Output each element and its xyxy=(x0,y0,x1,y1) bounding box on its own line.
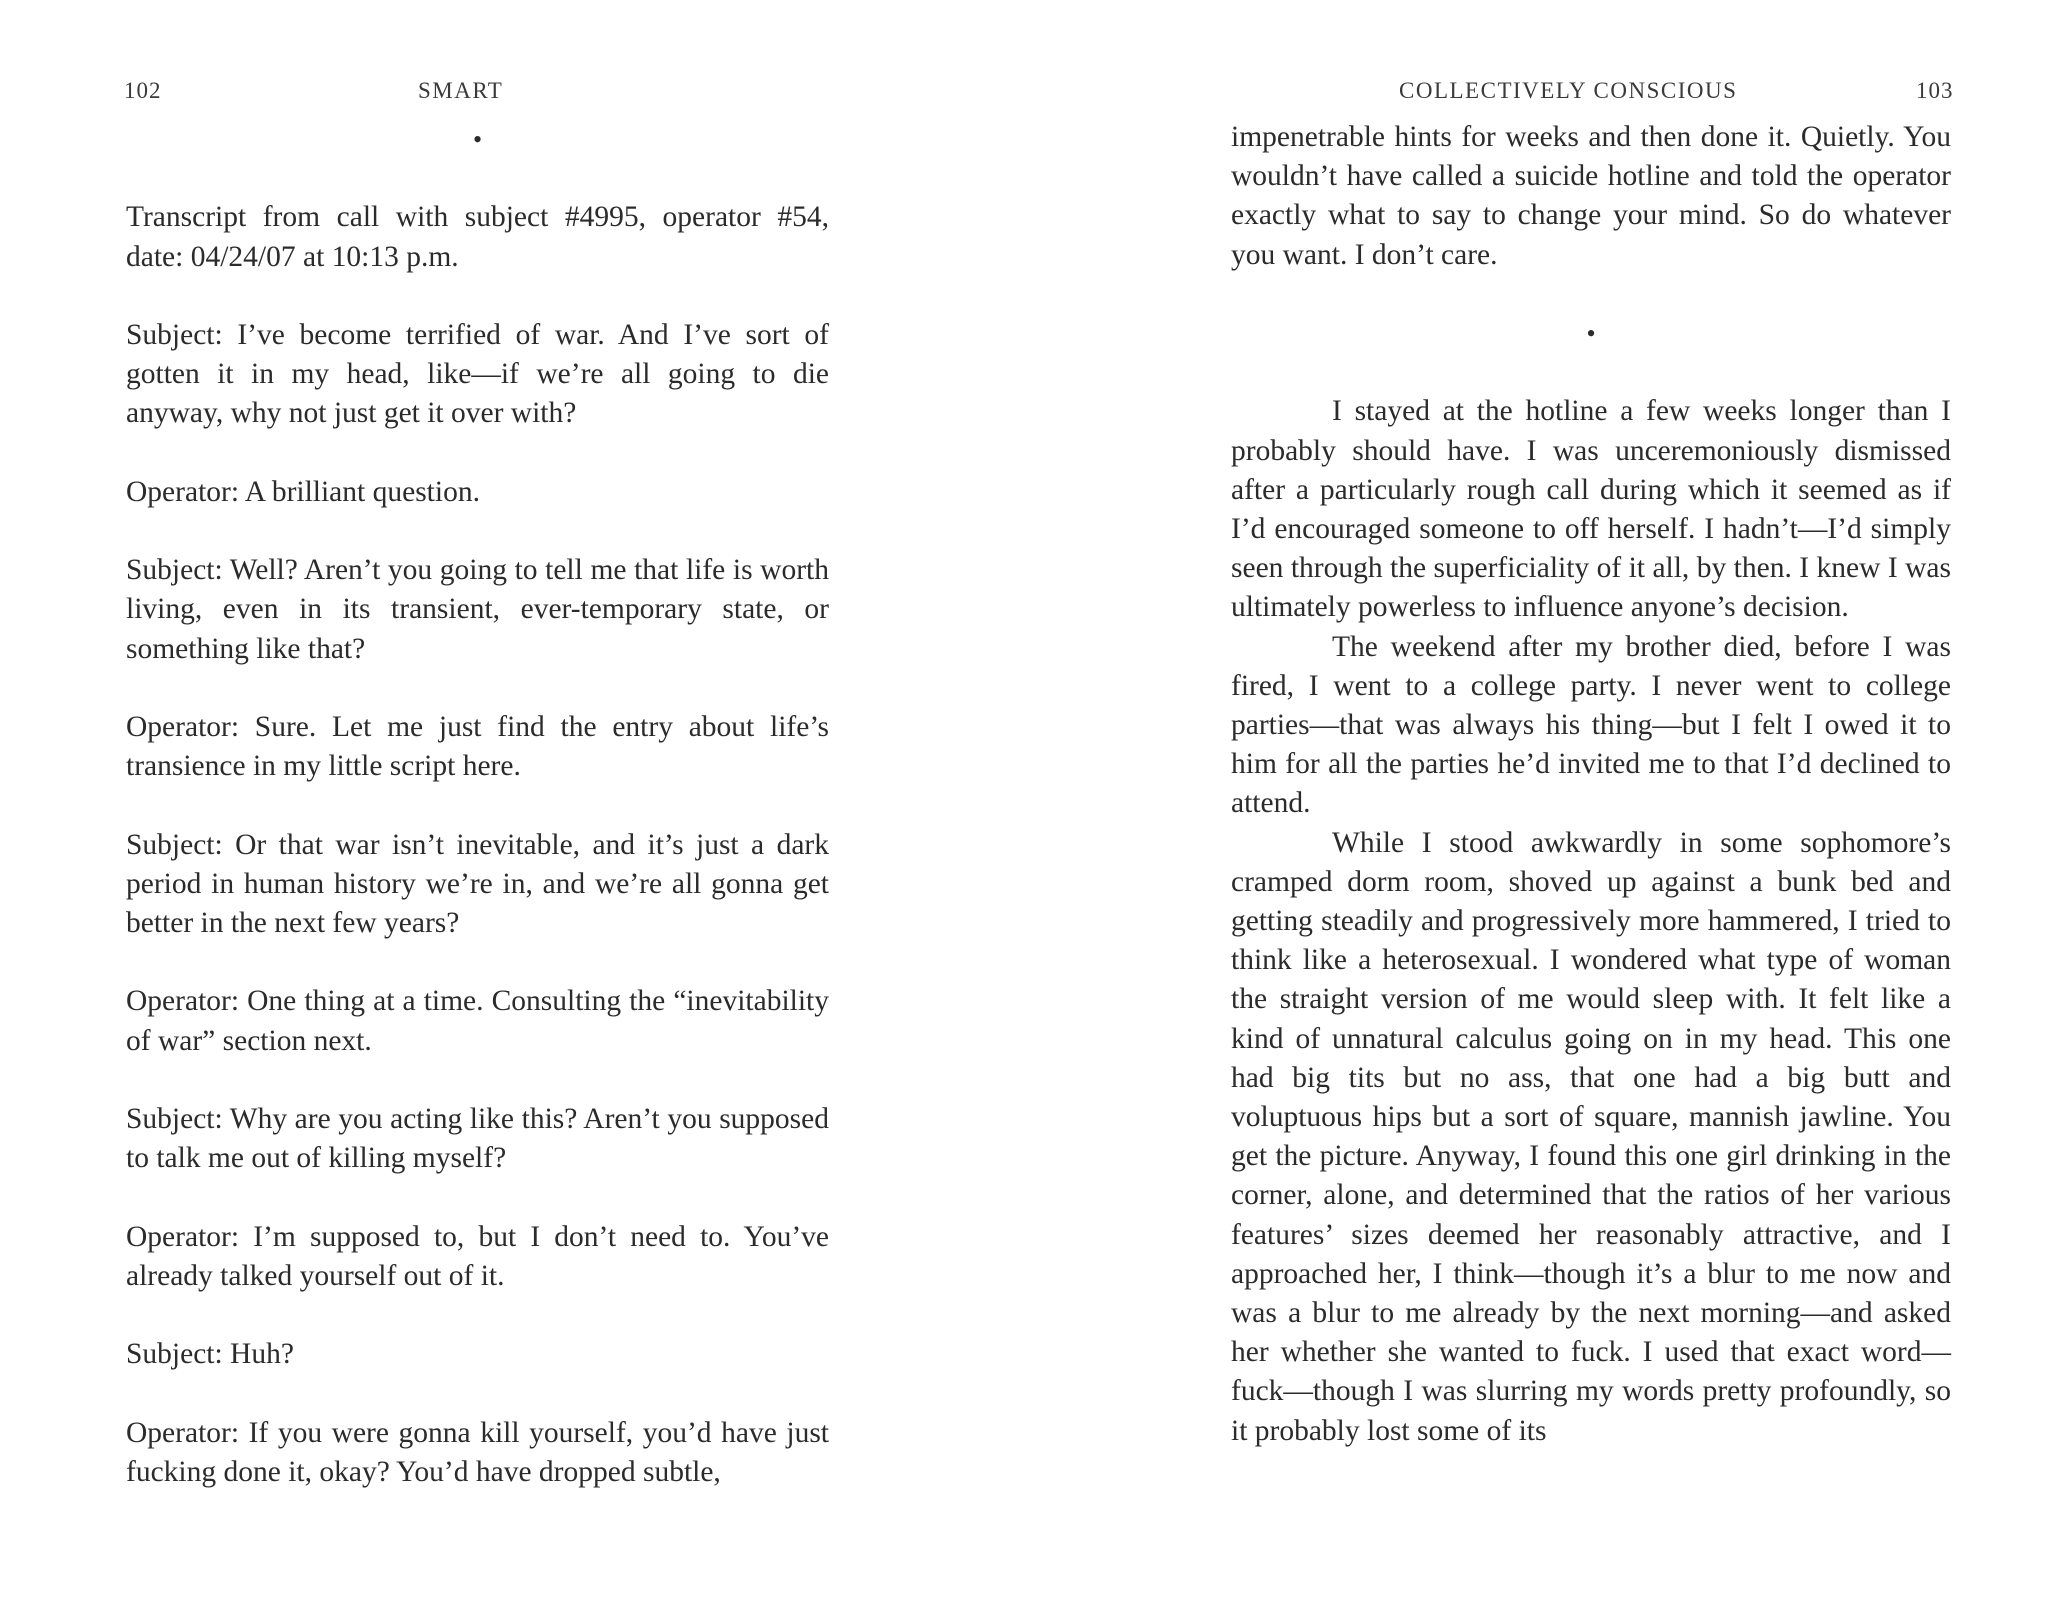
dialog-line: Operator: If you were gonna kill yourself, you’d have just fucking done it, okay? You’d have dropped subtle, xyxy=(126,1416,829,1488)
scene-break: • xyxy=(472,125,483,154)
page-number: 102 xyxy=(124,78,162,103)
running-head: COLLECTIVELY CONSCIOUS xyxy=(1399,78,1738,103)
dialog-line: Operator: A brilliant question. xyxy=(126,475,480,508)
dialog-continuation: impenetrable hints for weeks and then done it. Quietly. You wouldn’t have called a suicide hotline and told the operator exactly what to say to change your mind. So do whatever you want. I don’t care. xyxy=(1231,121,1951,271)
dialog-line: Operator: Sure. Let me just find the entry about life’s transience in my little script here. xyxy=(126,710,829,783)
dialog-line: Operator: I’m supposed to, but I don’t need to. You’ve already talked yourself out of it. xyxy=(126,1220,829,1292)
dialog-line: Subject: I’ve become terrified of war. And I’ve sort of gotten it in my head, like—if we’re all going to die anyway, why not just get it over with? xyxy=(126,318,829,430)
dialog-line: Subject: Huh? xyxy=(126,1338,294,1371)
right-text-block xyxy=(1231,118,1951,1451)
dialog-line: Subject: Why are you acting like this? Aren’t you supposed to talk me out of killing myself? xyxy=(126,1102,829,1175)
body-paragraph: While I stood awkwardly in some sophomore’s cramped dorm room, shoved up against a bunk bed and getting steadily and progressively more hammered, I tried to think like a heterosexual. I wondered what type of woman the straight version of me would sleep with. It felt like a kind of unnatural calculus going on in my head. This one had big tits but no ass, that one had a big butt and voluptuous hips but a sort of square, mannish jawline. You get the picture. Anyway, I found this one girl drinking in the corner, alone, and determined that the ratios of her various features’ sizes deemed her reasonably attractive, and I approached her, I think—though it’s a blur to me now and was a blur to me already by the next morning—and asked her whether she wanted to fuck. I used that exact word—fuck—though I was slurring my words pretty profoundly, so it probably lost some of its xyxy=(1231,826,1951,1447)
left-text-block xyxy=(126,120,829,1492)
page-number: 103 xyxy=(1916,78,1954,103)
body-paragraph: The weekend after my brother died, before I was fired, I went to a college party. I never went to college parties—that was always his thing—but I felt I owed it to him for all the parties he’d invited me to that I’d declined to attend. xyxy=(1231,630,1951,820)
running-head: SMART xyxy=(418,78,504,103)
scene-break: • xyxy=(1586,319,1596,348)
dialog-line: Subject: Well? Aren’t you going to tell me that life is worth living, even in its transient, ever-temporary state, or something like that? xyxy=(126,554,829,665)
body-paragraph: I stayed at the hotline a few weeks longer than I probably should have. I was unceremoniously dismissed after a particularly rough call during which it seemed as if I’d encouraged someone to off herself. I hadn’t—I’d simply seen through the superficiality of it all, by then. I knew I was ultimately powerless to influence anyone’s decision. xyxy=(1231,395,1951,624)
right-page xyxy=(1024,0,2048,1598)
dialog-line: Subject: Or that war isn’t inevitable, and it’s just a dark period in human history we’re in, and we’re all gonna get better in the next few years? xyxy=(126,828,829,939)
dialog-line: Operator: One thing at a time. Consulting the “inevitability of war” section next. xyxy=(126,985,829,1057)
transcript-header: Transcript from call with subject #4995, operator #54, date: 04/24/07 at 10:13 p.m. xyxy=(126,201,829,273)
